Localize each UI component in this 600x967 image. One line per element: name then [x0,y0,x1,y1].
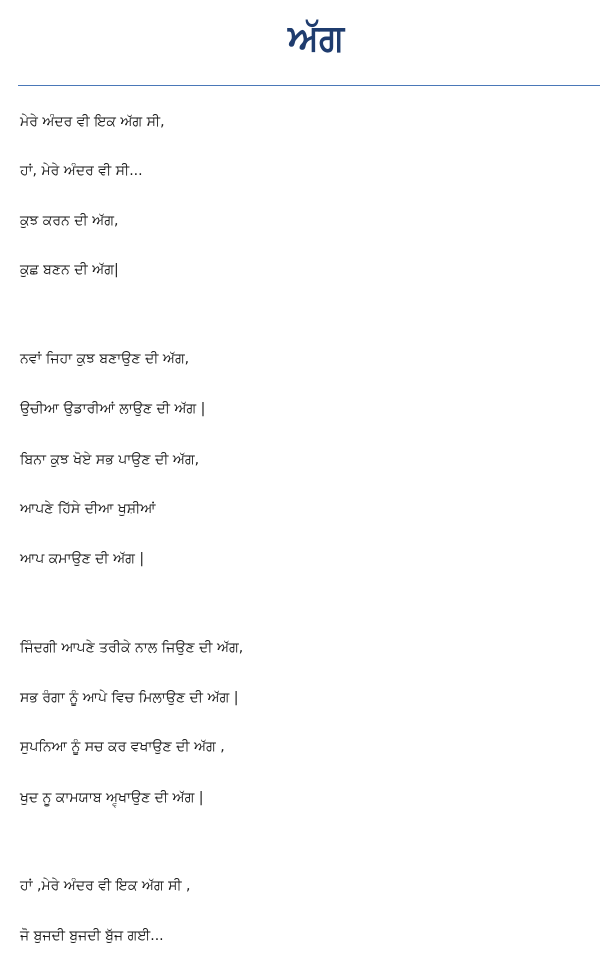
poem-line: ਖੁਦ ਨੂ ਕਾਮਯਾਬ ਅਵ੍ਖਾਉਣ ਦੀ ਅੱਗ | [20,790,204,806]
poem-line: ਸੁਪਨਿਆ ਨੂੰ ਸਚ ਕਰ ਵਖਾਉਣ ਦੀ ਅੱਗ , [20,739,225,755]
title-divider [18,85,600,86]
poem-line: ਕੁਛ ਬਣਨ ਦੀ ਅੱਗ| [20,262,119,278]
poem-line: ਆਪ ਕਮਾਉਣ ਦੀ ਅੱਗ | [20,551,145,567]
poem-line: ਬਿਨਾ ਕੁਝ ਖੋਏ ਸਭ ਪਾਉਣ ਦੀ ਅੱਗ, [20,452,200,468]
poem-line: ਨਵਾਂ ਜਿਹਾ ਕੁਝ ਬਣਾਉਣ ਦੀ ਅੱਗ, [20,351,190,367]
poem-line: ਆਪਣੇ ਹਿੱਸੇ ਦੀਆ ਖੁਸ਼ੀਆਂ [20,501,156,517]
poem-line: ਹਾਂ ,ਮੇਰੇ ਅੰਦਰ ਵੀ ਇਕ ਅੱਗ ਸੀ , [20,878,191,894]
poem-title: ਅੱਗ [287,18,345,59]
poem-line: ਮੇਰੇ ਅੰਦਰ ਵੀ ਇਕ ਅੱਗ ਸੀ, [20,114,165,130]
poem-line: ਹਾਂ, ਮੇਰੇ ਅੰਦਰ ਵੀ ਸੀ... [20,163,143,179]
poem-line: ਉਚੀਆ ਉਡਾਰੀਆਂ ਲਾਉਣ ਦੀ ਅੱਗ | [20,401,206,417]
poem-line: ਜਿੰਦਗੀ ਆਪਣੇ ਤਰੀਕੇ ਨਾਲ ਜਿਉਣ ਦੀ ਅੱਗ, [20,640,244,656]
poem-line: ਕੁਝ ਕਰਨ ਦੀ ਅੱਗ, [20,213,119,229]
poem-line: ਜੋ ਬੁਜਦੀ ਬੁਜਦੀ ਬੁੱਜ ਗਈ... [20,928,164,944]
poem-line: ਸਭ ਰੰਗਾ ਨੂੰ ਆਪੇ ਵਿਚ ਮਿਲਾਉਣ ਦੀ ਅੱਗ | [20,690,239,706]
